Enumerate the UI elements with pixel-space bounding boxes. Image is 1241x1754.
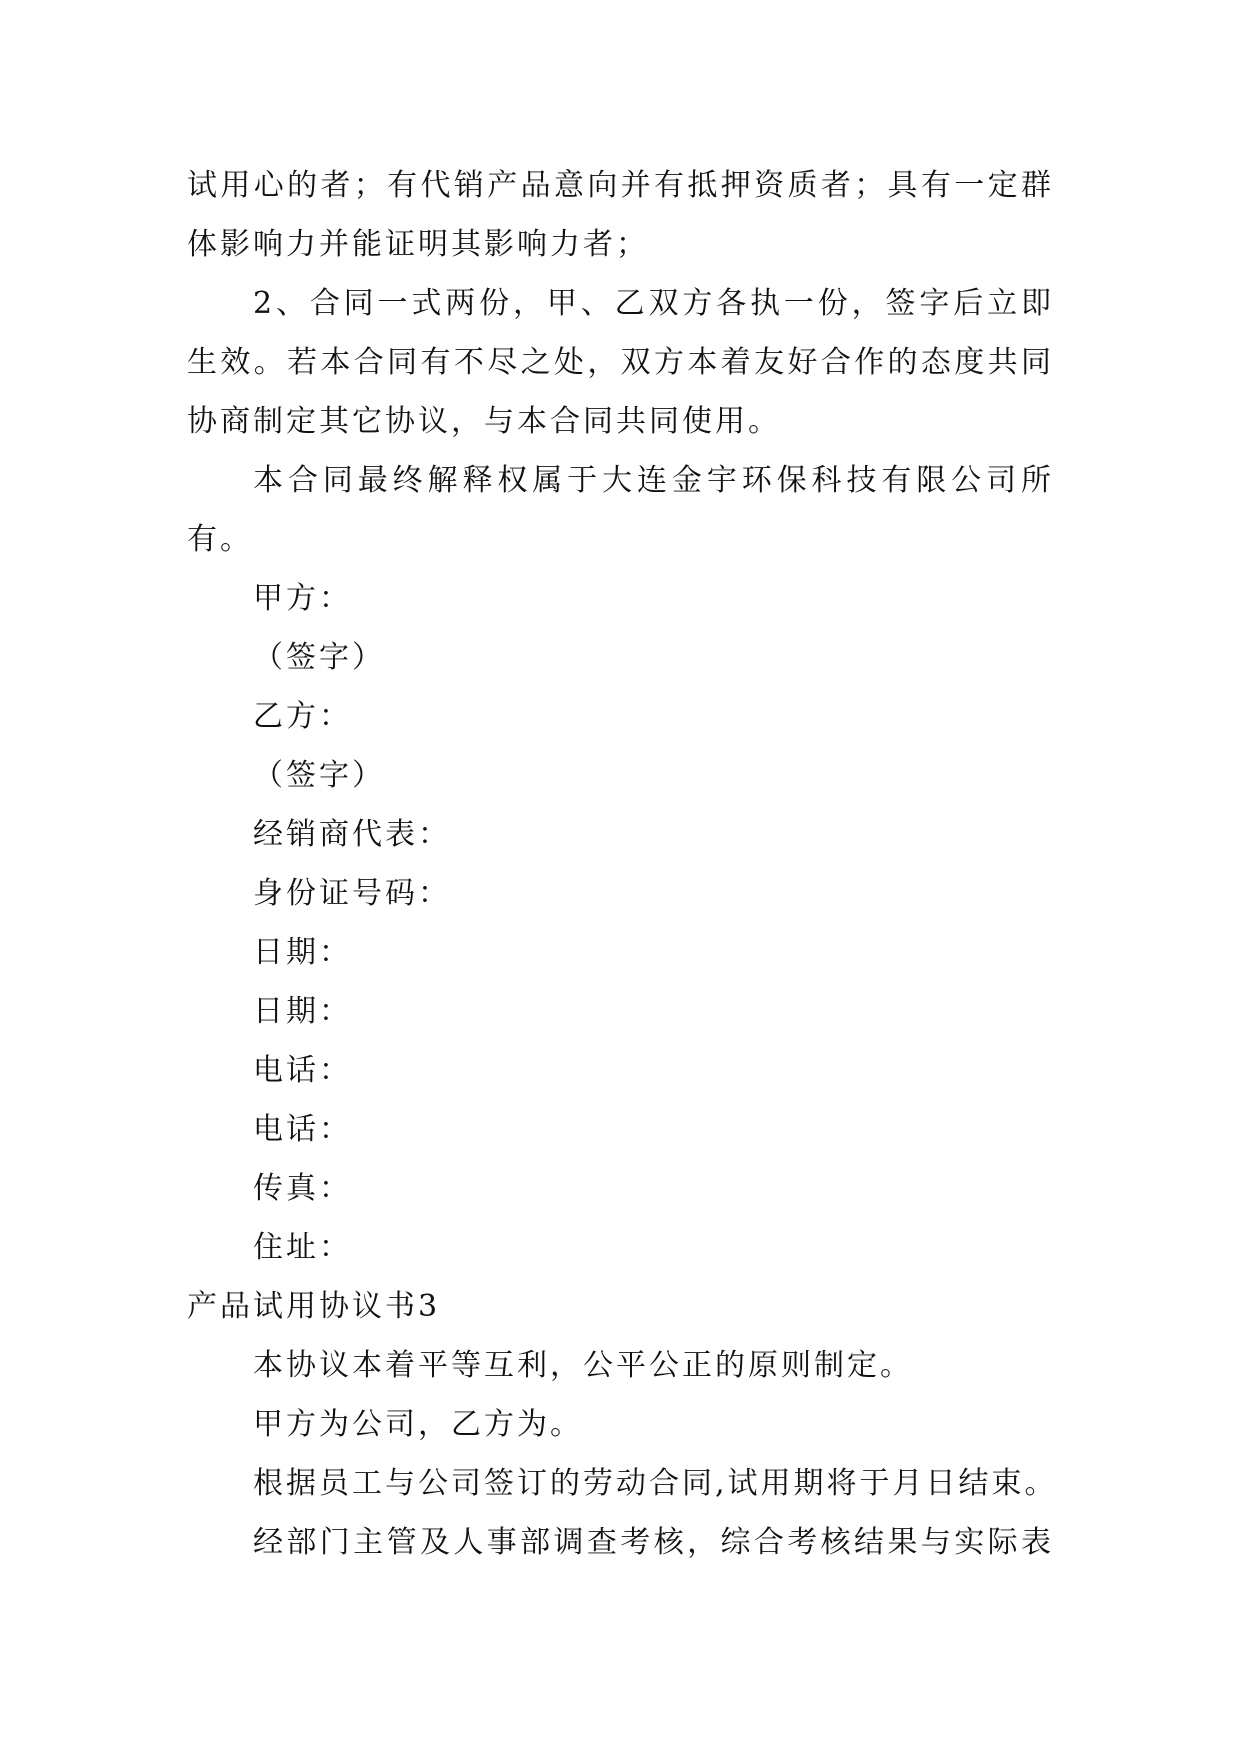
document-body	[187, 156, 1058, 1572]
interpretation-line-1: 本合同最终解释权属于大连金宇环保科技有限公司所	[253, 463, 1054, 498]
section-body-line-1: 本协议本着平等互利，公平公正的原则制定。	[253, 1348, 913, 1383]
signature-block	[187, 569, 1054, 1277]
interpretation-paragraph	[187, 451, 1054, 569]
clause-2-line-3: 协商制定其它协议，与本合同共同使用。	[187, 404, 781, 439]
dealer-representative-label: 经销商代表：	[253, 817, 451, 852]
continuation-paragraph	[187, 156, 1054, 274]
phone-label-2: 电话：	[253, 1112, 352, 1147]
clause-2-paragraph	[187, 274, 1054, 451]
fax-label: 传真：	[253, 1171, 352, 1206]
clause-2-line-1: 2、合同一式两份，甲、乙双方各执一份，签字后立即	[253, 286, 1054, 321]
phone-label-1: 电话：	[253, 1053, 352, 1088]
party-a-signature-label: （签字）	[253, 640, 385, 675]
address-label: 住址：	[253, 1230, 352, 1265]
id-number-label: 身份证号码：	[253, 876, 451, 911]
continuation-line-1: 试用心的者；有代销产品意向并有抵押资质者；具有一定群	[187, 168, 1054, 203]
interpretation-line-2: 有。	[187, 522, 253, 557]
date-label-2: 日期：	[253, 994, 352, 1029]
section-body-line-2: 甲方为公司，乙方为。	[253, 1407, 583, 1442]
section-body	[187, 1336, 1058, 1572]
section-body-line-3: 根据员工与公司签订的劳动合同,试用期将于月日结束。	[253, 1466, 1058, 1501]
party-a-label: 甲方：	[253, 581, 352, 616]
party-b-signature-label: （签字）	[253, 758, 385, 793]
date-label-1: 日期：	[253, 935, 352, 970]
section-title: 产品试用协议书3	[187, 1289, 441, 1324]
continuation-line-2: 体影响力并能证明其影响力者；	[187, 227, 649, 262]
section-body-line-4: 经部门主管及人事部调查考核，综合考核结果与实际表	[253, 1525, 1054, 1560]
party-b-label: 乙方：	[253, 699, 352, 734]
clause-2-line-2: 生效。若本合同有不尽之处，双方本着友好合作的态度共同	[187, 345, 1054, 380]
